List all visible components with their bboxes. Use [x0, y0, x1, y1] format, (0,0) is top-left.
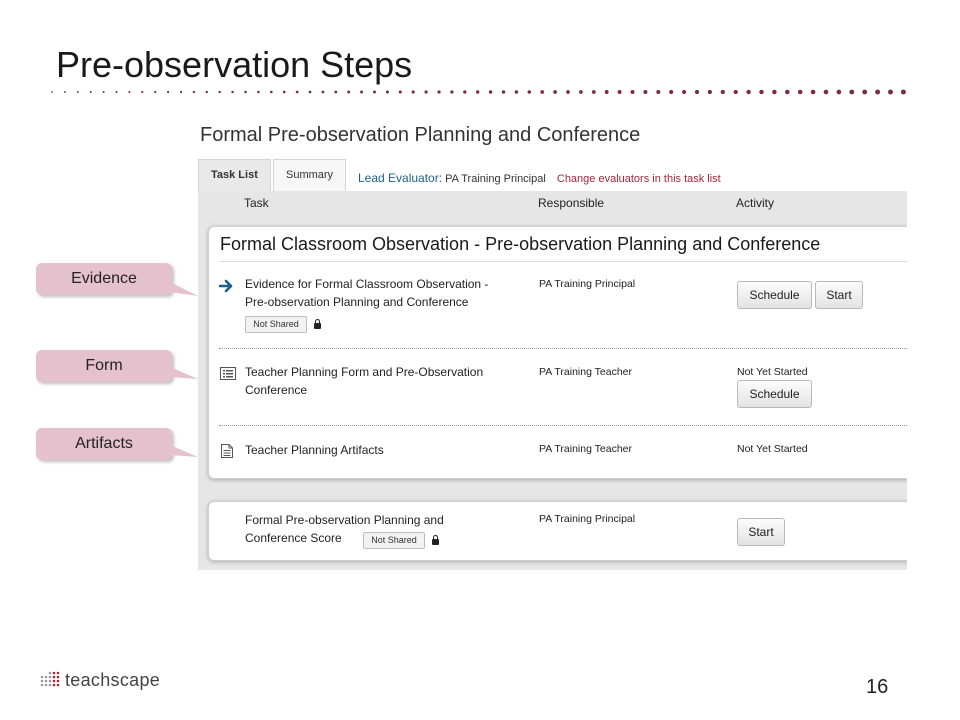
logo-dot [53, 684, 56, 687]
task-row-score[interactable] [209, 511, 907, 555]
divider-dot [824, 90, 829, 95]
form-list-icon [220, 367, 236, 380]
divider-dot [450, 90, 453, 93]
not-shared-badge: Not Shared [245, 316, 307, 333]
divider-dot [334, 91, 337, 94]
schedule-button[interactable]: Schedule [737, 380, 812, 408]
task-name-line1: Evidence for Formal Classroom Observation - [245, 277, 489, 291]
divider-dot [424, 90, 427, 93]
logo-dot [41, 680, 44, 683]
divider-dot [244, 91, 247, 94]
divider-dot [540, 90, 544, 94]
callout-artifacts: Artifacts [36, 428, 172, 460]
divider-dot [463, 90, 466, 93]
logo-dot [57, 680, 60, 683]
divider-dot [321, 91, 324, 94]
divider-dot [849, 90, 854, 95]
divider [219, 261, 907, 262]
divider-dot [167, 91, 169, 93]
divider-dot [90, 91, 92, 93]
divider-dot [437, 90, 440, 93]
divider-dot [373, 90, 376, 93]
lock-icon [432, 539, 439, 545]
logo-dot [53, 672, 56, 675]
divider-dot [875, 90, 880, 95]
schedule-button[interactable]: Schedule [737, 281, 812, 309]
divider-dot [785, 90, 790, 95]
logo-dot [49, 684, 52, 687]
divider-dot [103, 91, 105, 93]
responsible-name: PA Training Principal [539, 513, 636, 525]
divider-dot [206, 91, 208, 93]
divider-dot [309, 91, 312, 94]
teachscape-logo: teachscape [65, 670, 161, 690]
divider-dot [682, 90, 686, 94]
divider-dot [360, 91, 363, 94]
task-name-line1: Formal Pre-observation Planning and [245, 513, 444, 527]
column-header-activity: Activity [736, 196, 775, 210]
not-shared-badge: Not Shared [363, 532, 425, 549]
column-header-responsible: Responsible [538, 196, 605, 210]
logo-dot [57, 676, 60, 679]
logo-dot [49, 680, 52, 683]
divider-dot [296, 91, 299, 94]
logo-dot [53, 676, 56, 679]
divider-dot [193, 91, 195, 93]
task-name[interactable] [245, 275, 488, 311]
divider-dot [51, 91, 53, 93]
divider-dot [115, 91, 117, 93]
divider-dot [643, 90, 647, 94]
start-button[interactable]: Start [737, 518, 785, 546]
responsible-name: PA Training Teacher [539, 443, 633, 455]
divider-dot [502, 90, 505, 93]
task-name[interactable]: Teacher Planning Artifacts [245, 443, 384, 457]
divider-dot [837, 90, 842, 95]
divider-dot [64, 91, 66, 93]
divider-dot [772, 90, 777, 95]
divider-dot [412, 90, 415, 93]
logo-dot [45, 684, 48, 687]
document-icon [221, 444, 233, 458]
responsible-name: PA Training Teacher [539, 366, 633, 378]
divider-dot [141, 91, 143, 93]
lead-evaluator-name: PA Training Principal [445, 173, 546, 185]
divider-dot [888, 90, 893, 95]
score-card [208, 501, 907, 561]
section-card [208, 226, 907, 479]
divider-dot [656, 90, 660, 94]
lead-evaluator [358, 171, 721, 185]
callout-evidence: Evidence [36, 263, 172, 295]
teachscape-logo-icon [40, 670, 62, 688]
activity-status: Not Yet Started [737, 366, 808, 378]
divider-dot [566, 90, 570, 94]
logo-dot [57, 672, 60, 675]
task-name-line2: Pre-observation Planning and Conference [245, 295, 469, 309]
divider-dot [476, 90, 479, 93]
logo-dot [45, 680, 48, 683]
task-name-line2: Conference [245, 383, 308, 397]
tab-summary[interactable]: Summary [273, 159, 346, 191]
divider-dot [180, 91, 182, 93]
divider-dot [257, 91, 260, 94]
responsible-name: PA Training Principal [539, 278, 636, 290]
divider-dot [489, 90, 492, 93]
lock-icon [314, 323, 321, 329]
divider-dot [592, 90, 596, 94]
task-row-artifacts[interactable] [209, 441, 907, 471]
divider-dot [798, 90, 803, 95]
divider-dot [708, 90, 712, 94]
logo-dot [53, 680, 56, 683]
divider-dot [862, 90, 867, 95]
row-divider [219, 425, 907, 426]
divider-dot [515, 90, 519, 94]
divider-dot [553, 90, 557, 94]
page-number: 16 [866, 676, 889, 698]
lead-evaluator-label: Lead Evaluator: [358, 171, 443, 185]
row-divider [219, 348, 907, 349]
task-name[interactable] [245, 363, 483, 399]
change-evaluators-link[interactable]: Change evaluators in this task list [556, 173, 721, 185]
activity-status: Not Yet Started [737, 443, 808, 455]
divider-dot [386, 90, 389, 93]
divider-dot [579, 90, 583, 94]
task-list-title: Formal Pre-observation Planning and Conference [200, 124, 641, 146]
divider-dot [669, 90, 673, 94]
divider-dot [759, 90, 763, 94]
column-header-task: Task [244, 196, 269, 210]
divider-dot [695, 90, 699, 94]
task-name-line1: Teacher Planning Form and Pre-Observation [245, 365, 484, 379]
task-name-line2: Conference Score [245, 531, 342, 545]
logo-dot [49, 672, 52, 675]
divider-dot [218, 91, 220, 93]
divider-dot [734, 90, 738, 94]
slide-title: Pre-observation Steps [56, 44, 413, 85]
app-screenshot [198, 115, 907, 570]
divider-dot [283, 91, 286, 94]
divider-dot [399, 90, 402, 93]
title-divider [50, 86, 916, 98]
divider-dot [270, 91, 273, 94]
divider-dot [347, 91, 350, 94]
divider-dot [528, 90, 532, 94]
logo-dot [45, 676, 48, 679]
start-button[interactable]: Start [815, 281, 863, 309]
tab-bar [198, 159, 907, 191]
divider-dot [811, 90, 816, 95]
divider-dot [77, 91, 79, 93]
task-row-evidence[interactable] [209, 275, 907, 345]
logo-dot [41, 676, 44, 679]
logo-dot [49, 676, 52, 679]
divider-dot [618, 90, 622, 94]
divider-dot [721, 90, 725, 94]
arrow-right-icon [219, 279, 235, 293]
logo-dot [41, 684, 44, 687]
logo-dot [57, 684, 60, 687]
task-row-form[interactable] [209, 363, 907, 423]
divider-dot [605, 90, 609, 94]
divider-dot [631, 90, 635, 94]
divider-dot [746, 90, 750, 94]
divider-dot [231, 91, 233, 93]
section-title: Formal Classroom Observation - Pre-observation Planning and Conference [220, 234, 821, 254]
divider-dot [154, 91, 156, 93]
tab-task-list[interactable]: Task List [198, 159, 271, 191]
divider-dot [901, 90, 906, 95]
callout-form: Form [36, 350, 172, 382]
divider-dot [128, 91, 130, 93]
